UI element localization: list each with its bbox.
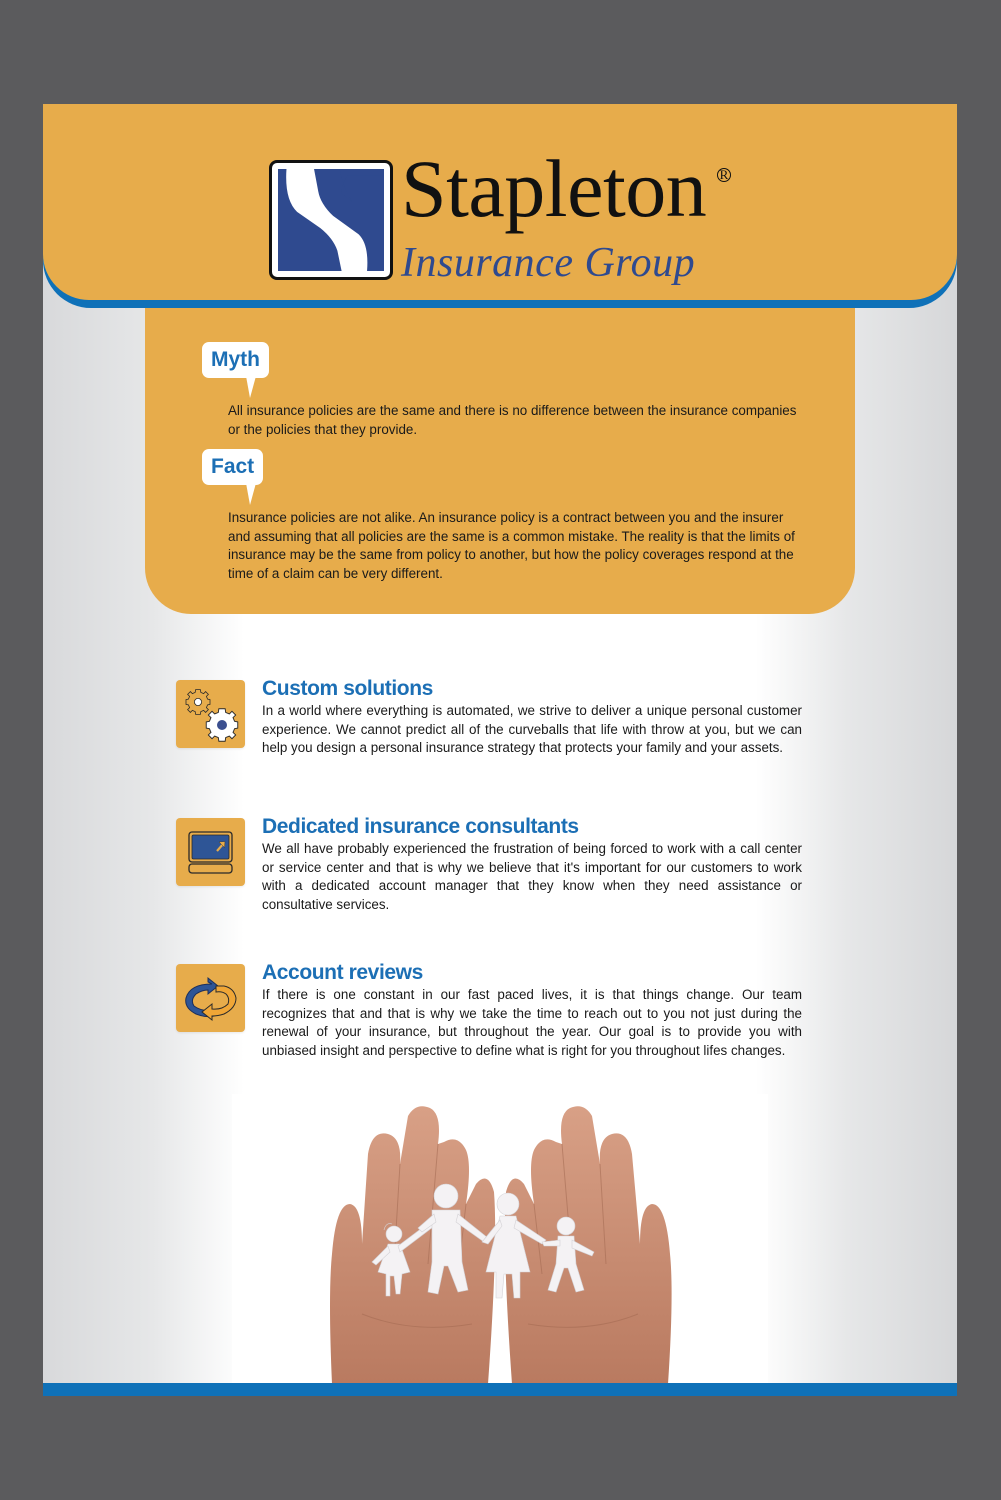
flyer-page bbox=[43, 104, 957, 1396]
myth-label: Myth bbox=[211, 348, 260, 371]
gears-icon bbox=[176, 680, 245, 748]
myth-text: All insurance policies are the same and there is no difference between the insurance companies or the policies that they provide. bbox=[228, 403, 797, 437]
feature-body: If there is one constant in our fast paced lives, it is that things change. Our team recognizes that and that is why we take the time to reach out to you not just during the renewal of your insurance, but throughout the year. Our goal is to provide you with unbiased insight and perspective to define what is right for you throughout lifes changes. bbox=[262, 987, 802, 1058]
footer-blue-bar bbox=[43, 1383, 957, 1396]
registered-mark: R bbox=[717, 168, 731, 182]
myth-speech-bubble bbox=[202, 342, 269, 378]
feature-body: In a world where everything is automated, we strive to deliver a unique personal customer experience. We cannot predict all of the curveballs that life with throw at you, but we can help you design a personal insurance strategy that protects your family and your assets. bbox=[262, 703, 802, 756]
feature-title: Custom solutions bbox=[262, 677, 433, 700]
logo-wordmark: Stapleton bbox=[401, 143, 707, 234]
header-banner bbox=[43, 104, 957, 300]
fact-text: Insurance policies are not alike. An insurance policy is a contract between you and the insurer and assuming that all policies are the same is a common mistake. The reality is that the limits of insurance may be the same from policy to another, but how the policy coverages respond at the time of a claim can be very different. bbox=[228, 510, 795, 581]
fact-speech-bubble bbox=[202, 449, 263, 485]
logo-s-mark-icon bbox=[269, 160, 393, 280]
feature-title: Dedicated insurance consultants bbox=[262, 815, 579, 838]
logo-subtitle: Insurance Group bbox=[401, 240, 696, 286]
myth-fact-panel bbox=[145, 308, 855, 614]
fact-label: Fact bbox=[211, 455, 255, 478]
feature-title: Account reviews bbox=[262, 961, 423, 984]
company-logo bbox=[269, 143, 749, 288]
computer-monitor-icon bbox=[176, 818, 245, 886]
hands-holding-paper-family-image bbox=[232, 1094, 768, 1384]
circular-arrows-icon bbox=[176, 964, 245, 1032]
feature-body: We all have probably experienced the frustration of being forced to work with a call center or service center and that is why we believe that it's important for our customers to work with a dedicated account manager that they know when they need assistance or consultative services. bbox=[262, 841, 802, 912]
